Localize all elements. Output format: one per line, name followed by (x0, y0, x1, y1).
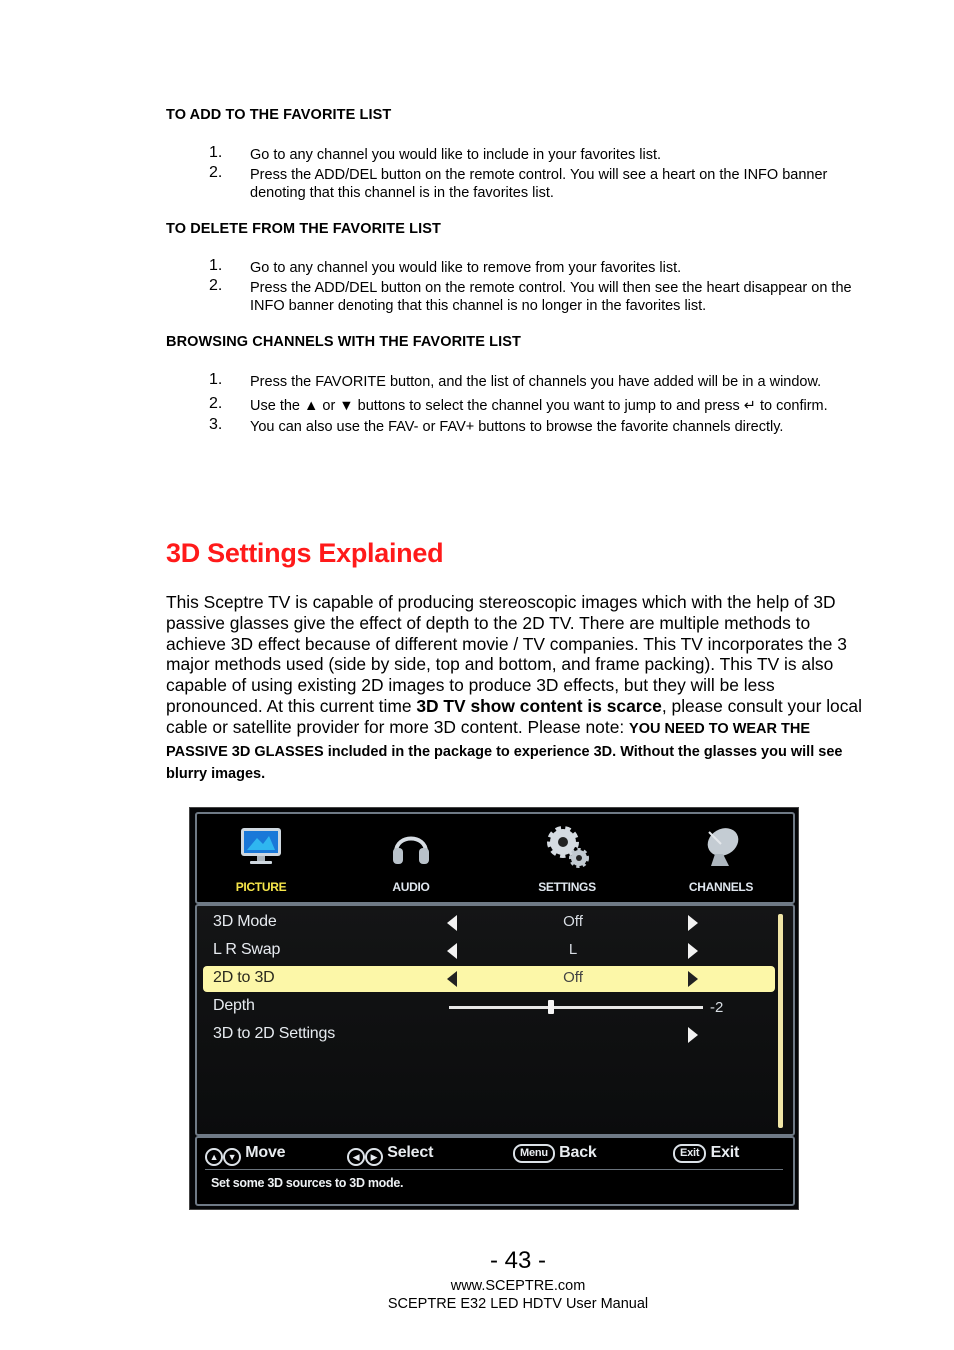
section-heading-add-favorite: TO ADD TO THE FAVORITE LIST (166, 107, 392, 123)
section-heading-browse-favorite: BROWSING CHANNELS WITH THE FAVORITE LIST (166, 334, 521, 350)
list-item: 1. Go to any channel you would like to include in your favorites list. (209, 144, 662, 163)
menu-tab-bar (195, 812, 795, 904)
menu-row-3d-mode[interactable]: 3D Mode Off (203, 910, 775, 936)
footer-manual: SCEPTRE E32 LED HDTV User Manual (387, 1296, 649, 1312)
menu-row-depth[interactable]: Depth -2 (213, 997, 724, 1016)
delete-favorite-steps (166, 259, 876, 317)
menu-options-panel (195, 904, 795, 1136)
gears-icon (545, 824, 593, 872)
list-item: 2. Press the ADD/DEL button on the remote control. You will then see the heart disappear on the INFO banner denoting that this channel is no longer in the favorites list. (209, 277, 852, 314)
down-icon: ▼ (223, 1148, 241, 1166)
tab-audio: AUDIO (351, 820, 471, 900)
tab-channels: CHANNELS (661, 820, 781, 900)
satellite-dish-icon (699, 824, 743, 868)
arrow-left-icon[interactable] (447, 915, 457, 931)
menu-scrollbar[interactable] (778, 914, 783, 1128)
menu-hint-bar (195, 1136, 795, 1206)
depth-slider[interactable] (449, 1006, 703, 1009)
list-item: 1. Go to any channel you would like to remove from your favorites list. (209, 257, 682, 276)
status-text: Set some 3D sources to 3D mode. (211, 1176, 404, 1190)
depth-slider-knob[interactable] (548, 1000, 554, 1014)
list-item: 1. Press the FAVORITE button, and the list of channels you have added will be in a window. (209, 371, 822, 390)
right-icon: ▶ (365, 1148, 383, 1166)
tv-menu-screenshot (189, 807, 799, 1210)
page-number: - 43 - (489, 1247, 546, 1274)
tab-settings: SETTINGS (507, 820, 627, 900)
tab-picture: PICTURE (201, 820, 321, 900)
footer-site: www.SCEPTRE.com (450, 1278, 586, 1294)
menu-row-lr-swap[interactable]: L R Swap L (203, 938, 775, 964)
list-item: 2. Use the ▲ or ▼ buttons to select the channel you want to jump to and press ↵ to confirm. (209, 395, 828, 414)
menu-row-3d-to-2d[interactable]: 3D to 2D Settings (203, 1022, 775, 1048)
list-item: 3. You can also use the FAV- or FAV+ buttons to browse the favorite channels directly. (209, 416, 784, 435)
headphones-icon (389, 824, 433, 868)
intro-paragraph: This Sceptre TV is capable of producing stereoscopic images which with the help of 3D passive glasses give the effect of depth to the 2D TV. There are multiple methods to achieve 3D effect because of different movie / TV companies. This TV incorporates the 3 major methods used (side by side, top and bottom, and frame packing). This TV is also capable of using existing 2D images to produce 3D effects, but they will be less pronounced. At this current time 3D TV show content is scarce, please consult your local cable or satellite provider for more 3D content. Please note: YOU NEED TO WEAR THE PASSIVE 3D GLASSES included in the package to experience 3D. Without the glasses you will see blurry images. (166, 592, 862, 783)
browse-favorite-steps (166, 373, 876, 438)
list-item: 2. Press the ADD/DEL button on the remote control. You will see a heart on the INFO banner denoting that this channel is in the favorites list. (209, 164, 828, 201)
heading-3d-settings: 3D Settings Explained (166, 538, 444, 568)
up-icon: ▲ (205, 1148, 223, 1166)
arrow-left-icon[interactable] (447, 943, 457, 959)
hint-select: ◀ ▶ Select (347, 1144, 433, 1166)
section-heading-delete-favorite: TO DELETE FROM THE FAVORITE LIST (166, 221, 441, 237)
arrow-left-icon[interactable] (447, 971, 457, 987)
hint-exit: Exit Exit (673, 1144, 739, 1163)
menu-row-2d-to-3d[interactable]: 2D to 3D Off (203, 966, 775, 992)
monitor-icon (239, 824, 283, 868)
hint-move: ▲ ▼ Move (205, 1144, 285, 1166)
exit-key-icon: Exit (673, 1144, 706, 1163)
hint-back: Menu Back (513, 1144, 597, 1163)
left-icon: ◀ (347, 1148, 365, 1166)
divider (205, 1169, 783, 1170)
arrow-right-icon[interactable] (688, 1027, 698, 1043)
arrow-right-icon[interactable] (688, 971, 698, 987)
add-favorite-steps (166, 146, 876, 204)
menu-key-icon: Menu (513, 1144, 555, 1163)
arrow-right-icon[interactable] (688, 943, 698, 959)
arrow-right-icon[interactable] (688, 915, 698, 931)
